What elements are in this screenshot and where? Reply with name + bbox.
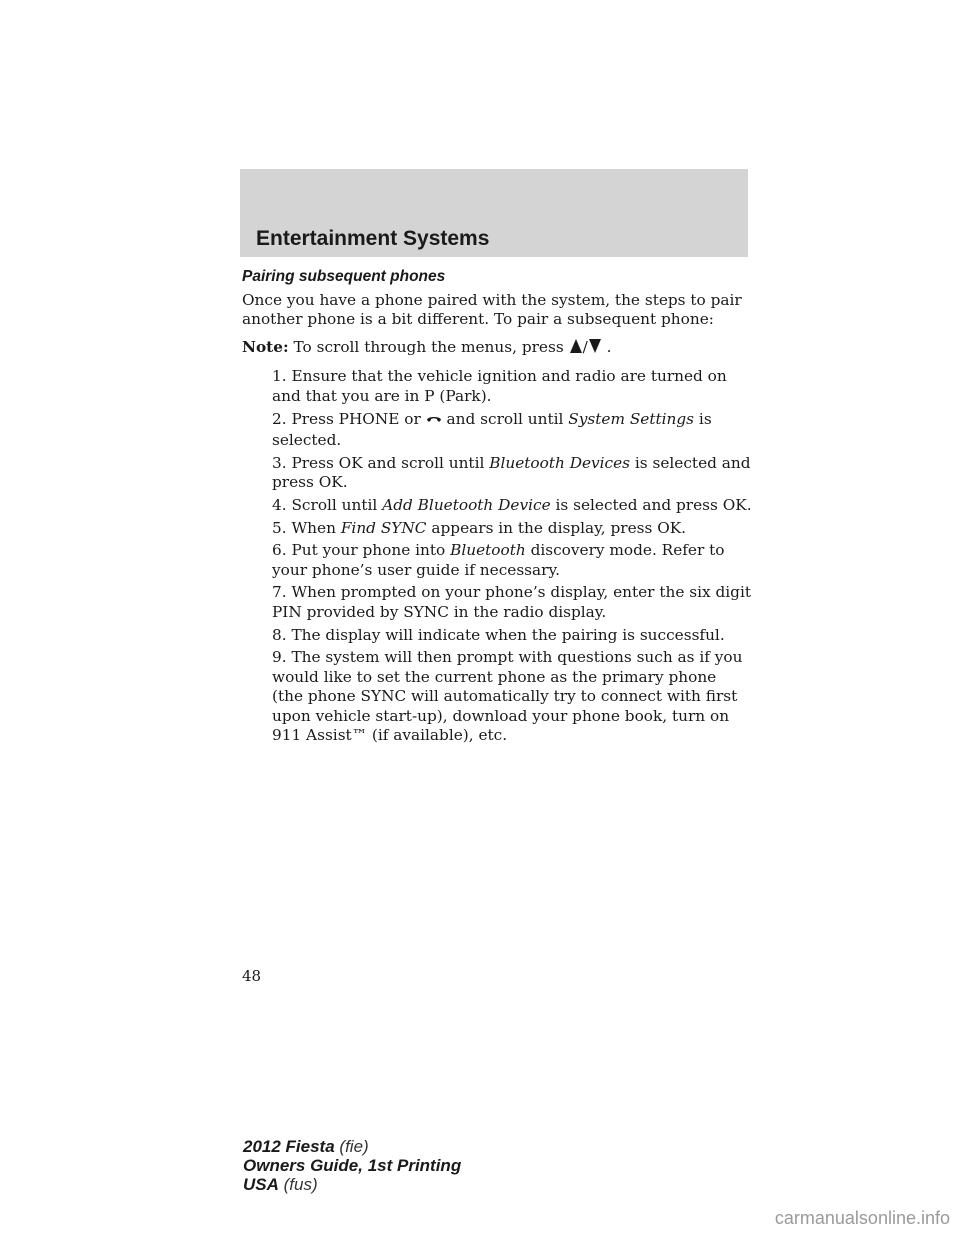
step-4-text-a: 4. Scroll until [272, 495, 378, 514]
step-4 [272, 496, 752, 516]
step-5-text-a: 5. When [272, 518, 336, 537]
phone-icon [426, 412, 442, 432]
step-6-text-c: discovery mode. Refer to your phone’s user guide if necessary. [272, 541, 725, 579]
note-end: . [606, 337, 612, 356]
step-2-menu-item: System Settings [568, 409, 695, 428]
step-4-text-c: is selected and press OK. [555, 495, 752, 514]
footer-guide: Owners Guide, 1st Printing [243, 1156, 462, 1175]
step-3-text-c: is selected and press OK. [272, 453, 751, 492]
step-8: 8. The display will indicate when the pairing is successful. [272, 625, 725, 644]
arrow-up-icon [569, 338, 583, 360]
step-6 [272, 541, 752, 580]
step-6-text-a: 6. Put your phone into [272, 541, 446, 560]
footer-model-code: (fie) [339, 1137, 369, 1156]
footer-market: USA [243, 1175, 279, 1194]
section-header-title: Entertainment Systems [256, 227, 490, 250]
step-2-text-d: is selected. [272, 409, 712, 450]
step-4-menu-item: Add Bluetooth Device [382, 495, 551, 514]
step-3-menu-item: Bluetooth Devices [489, 453, 631, 472]
page-number: 48 [242, 967, 262, 985]
footer [243, 1137, 461, 1194]
intro-paragraph: Once you have a phone paired with the system, the steps to pair another phone is a bit different. To pair a subsequent phone: [242, 290, 742, 329]
step-9: 9. The system will then prompt with questions such as if you would like to set the current phone as the primary phone (the phone SYNC will automatically try to connect with first upon vehicle start-up), download your phone book, turn on 911 Assist™ (if available), etc. [272, 648, 743, 745]
note-paragraph [242, 338, 752, 360]
watermark: carmanualsonline.info [774, 1208, 950, 1228]
step-2 [272, 410, 752, 451]
step-2-text-b: and scroll until [446, 409, 564, 428]
step-7: 7. When prompted on your phone’s display, enter the six digit PIN provided by SYNC in the radio display. [272, 583, 752, 621]
note-separator: / [582, 337, 588, 356]
step-3 [272, 454, 752, 493]
note-text: To scroll through the menus, press [293, 337, 564, 356]
step-6-bluetooth: Bluetooth [450, 541, 526, 560]
section-heading: Pairing subsequent phones [242, 268, 446, 285]
step-5-display-text: Find SYNC [340, 518, 427, 537]
footer-market-code: (fus) [283, 1175, 318, 1194]
page-content [242, 263, 752, 749]
section-header-bar [240, 169, 748, 257]
step-1: 1. Ensure that the vehicle ignition and radio are turned on and that you are in P (Park). [272, 367, 727, 405]
footer-model-line [243, 1137, 461, 1156]
step-2-text-a: 2. Press PHONE or [272, 409, 421, 428]
note-label: Note: [242, 337, 289, 356]
step-5 [272, 519, 752, 539]
arrow-down-icon [588, 338, 602, 360]
step-3-text-a: 3. Press OK and scroll until [272, 453, 485, 472]
step-5-text-c: appears in the display, press OK. [431, 518, 687, 537]
footer-model: 2012 Fiesta [243, 1137, 335, 1156]
footer-guide-line [243, 1156, 461, 1175]
footer-market-line [243, 1175, 461, 1194]
